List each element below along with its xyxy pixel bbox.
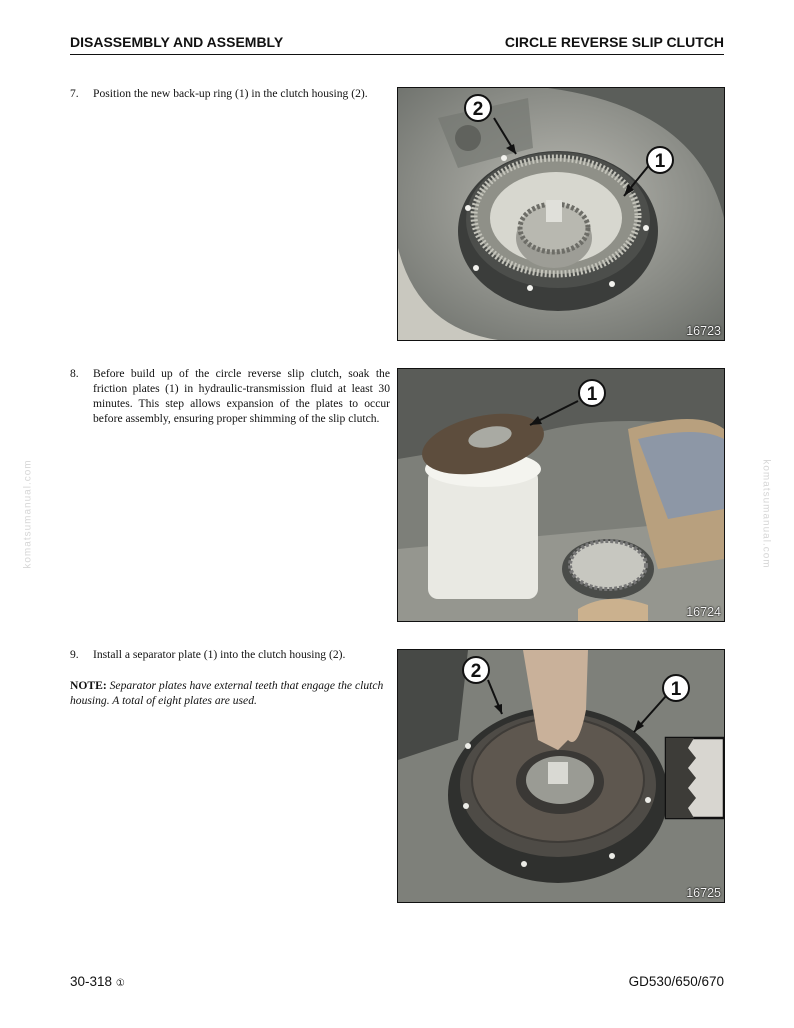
figure-16723 (397, 87, 725, 341)
watermark-right: komatsumanual.com (760, 459, 772, 569)
watermark-left: komatsumanual.com (22, 459, 34, 569)
step-text: Before build up of the circle reverse slip clutch, soak the friction plates (1) in hydraulic-transmission fluid at least 30 minutes. This step allows expansion of the plates to occur before assembly, ensuring proper shimming of the slip clutch. (93, 367, 390, 425)
section-title: DISASSEMBLY AND ASSEMBLY (70, 34, 284, 50)
revision-symbol: ① (115, 978, 125, 989)
figure-16725 (397, 649, 725, 903)
step-9 (70, 647, 390, 662)
figure-number: 16724 (686, 605, 721, 619)
callout-2: 2 (470, 661, 482, 682)
step-number: 9. (70, 648, 79, 661)
step-text: Position the new back-up ring (1) in the clutch housing (2). (93, 87, 368, 100)
page-number (70, 974, 125, 989)
clutch-housing-backup-ring-photo (398, 88, 724, 340)
figure-number: 16725 (686, 886, 721, 900)
note-label: NOTE: (70, 679, 107, 692)
step-text: Install a separator plate (1) into the clutch housing (2). (93, 648, 346, 661)
callout-1: 1 (586, 384, 598, 405)
note-text: Separator plates have external teeth that engage the clutch housing. A total of eight plates are used. (70, 679, 384, 707)
model-number: GD530/650/670 (628, 974, 724, 989)
step-number: 7. (70, 87, 79, 100)
friction-plate-soak-photo (398, 369, 724, 621)
callout-1: 1 (654, 151, 666, 172)
callout-1: 1 (670, 679, 682, 700)
separator-plate-install-photo (398, 650, 724, 902)
page-number-text: 30-318 (70, 974, 113, 989)
step-number: 8. (70, 367, 79, 380)
step-7 (70, 86, 390, 101)
callout-2: 2 (472, 99, 484, 120)
step-8 (70, 366, 390, 426)
figure-16724 (397, 368, 725, 622)
page-header (70, 34, 724, 55)
figure-number: 16723 (686, 324, 721, 338)
note (70, 678, 390, 708)
chapter-title: CIRCLE REVERSE SLIP CLUTCH (504, 34, 724, 50)
